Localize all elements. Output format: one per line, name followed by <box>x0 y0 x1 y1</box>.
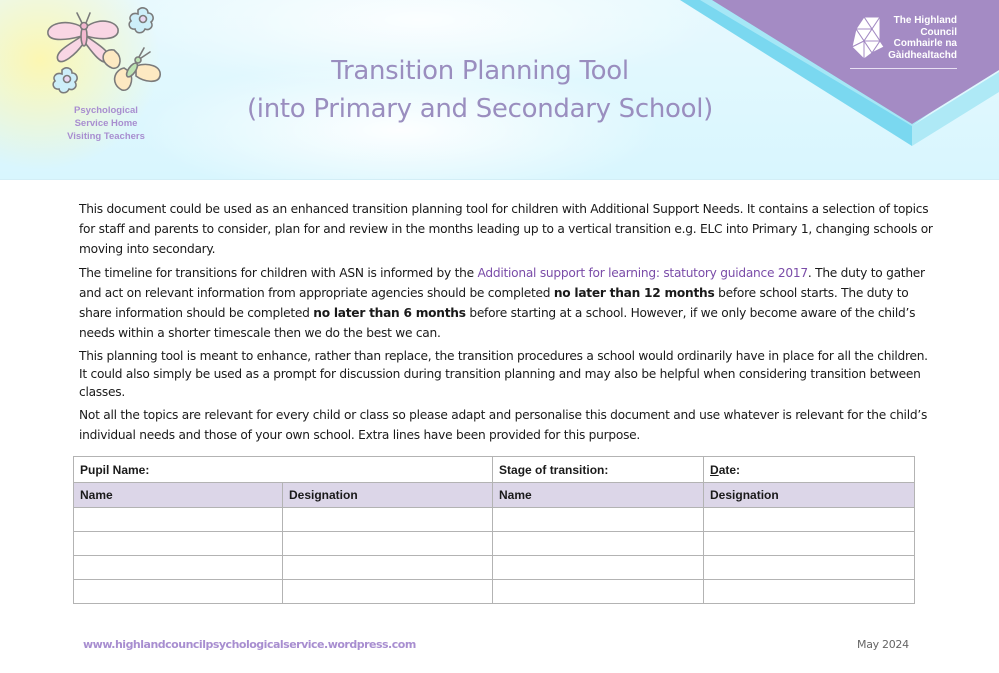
pupil-name-label: Pupil Name: <box>80 462 150 477</box>
intro-text <box>79 199 934 449</box>
page-title <box>200 52 760 128</box>
title-line-1: Transition Planning Tool <box>331 56 629 86</box>
date-label: ate: <box>718 462 741 477</box>
column-header-name: Name <box>493 483 704 508</box>
footer-website-link[interactable]: www.highlandcouncilpsychologicalservice.wordpress.com <box>83 638 416 651</box>
title-line-2: (into Primary and Secondary School) <box>246 94 714 124</box>
pupil-name-field[interactable] <box>74 457 493 483</box>
table-row <box>74 580 915 604</box>
intro-paragraph-2 <box>79 263 934 343</box>
date-field[interactable] <box>704 457 915 483</box>
table-cell[interactable] <box>283 556 493 580</box>
intro-paragraph-3: This planning tool is meant to enhance, rather than replace, the transition procedures a school would ordinarily have in place for all the children. It could also simply be used as a prompt for discussion during transition planning and may also be helpful when considering transition between classes. <box>79 349 928 399</box>
column-header-designation: Designation <box>704 483 915 508</box>
table-cell[interactable] <box>704 508 915 532</box>
table-cell[interactable] <box>283 508 493 532</box>
table-row <box>74 508 915 532</box>
text-run: . The duty to gather and act on relevant information from appropriate agencies should be completed <box>79 266 925 300</box>
council-line: Comhairle na <box>893 38 957 49</box>
footer-date: May 2024 <box>857 638 909 651</box>
text-run: before starting at a school. However, if we only become aware of the child’s needs within a shorter timescale then we do the best we can. <box>79 306 916 340</box>
table-cell[interactable] <box>493 556 704 580</box>
deadline-6-months: no later than 6 months <box>313 306 466 320</box>
table-cell[interactable] <box>74 580 283 604</box>
text-run: before school starts. The duty to share information should be completed <box>79 286 909 320</box>
text-run: The timeline for transitions for children with ASN is informed by the <box>79 266 478 280</box>
statutory-guidance-link[interactable]: Additional support for learning: statutory guidance 2017 <box>477 266 808 280</box>
table-cell[interactable] <box>74 508 283 532</box>
table-cell[interactable] <box>283 580 493 604</box>
caption-line: Visiting Teachers <box>67 131 145 142</box>
column-header-row <box>74 483 915 508</box>
table-cell[interactable] <box>704 556 915 580</box>
stage-of-transition-field[interactable] <box>493 457 704 483</box>
council-name <box>862 15 957 61</box>
table-cell[interactable] <box>493 580 704 604</box>
intro-paragraph-1: This document could be used as an enhanced transition planning tool for children with Additional Support Needs. It contains a selection of topics for staff and parents to consider, plan for and review in the months leading up to a vertical transition e.g. ELC into Primary 1, changing schools or moving into secondary. <box>79 202 933 256</box>
caption-line: Psychological <box>74 105 138 116</box>
deadline-12-months: no later than 12 months <box>553 286 715 300</box>
column-header-designation: Designation <box>283 483 493 508</box>
council-line: Gàidhealtachd <box>888 49 957 61</box>
service-caption <box>46 104 166 143</box>
council-logo-rule <box>850 68 957 69</box>
council-line: Council <box>920 26 957 38</box>
table-cell[interactable] <box>74 556 283 580</box>
caption-line: Service Home <box>74 118 138 129</box>
stage-label: Stage of transition: <box>499 462 609 477</box>
table-cell[interactable] <box>704 532 915 556</box>
table-row <box>74 556 915 580</box>
table-cell[interactable] <box>704 580 915 604</box>
table-cell[interactable] <box>493 508 704 532</box>
form-info-row <box>74 457 915 483</box>
transition-form-table <box>73 456 915 604</box>
intro-paragraph-4: Not all the topics are relevant for every child or class so please adapt and personalise this document and use whatever is relevant for the child’s individual needs and those of your own school. Extra lines have been provided for this purpose. <box>79 408 928 442</box>
table-cell[interactable] <box>283 532 493 556</box>
table-row <box>74 532 915 556</box>
table-cell[interactable] <box>493 532 704 556</box>
column-header-name: Name <box>74 483 283 508</box>
council-line: The Highland <box>893 15 957 26</box>
butterflies-flowers-logo-icon <box>40 4 170 104</box>
table-cell[interactable] <box>74 532 283 556</box>
header-banner <box>0 0 999 180</box>
date-label-accesskey: D <box>710 462 719 477</box>
